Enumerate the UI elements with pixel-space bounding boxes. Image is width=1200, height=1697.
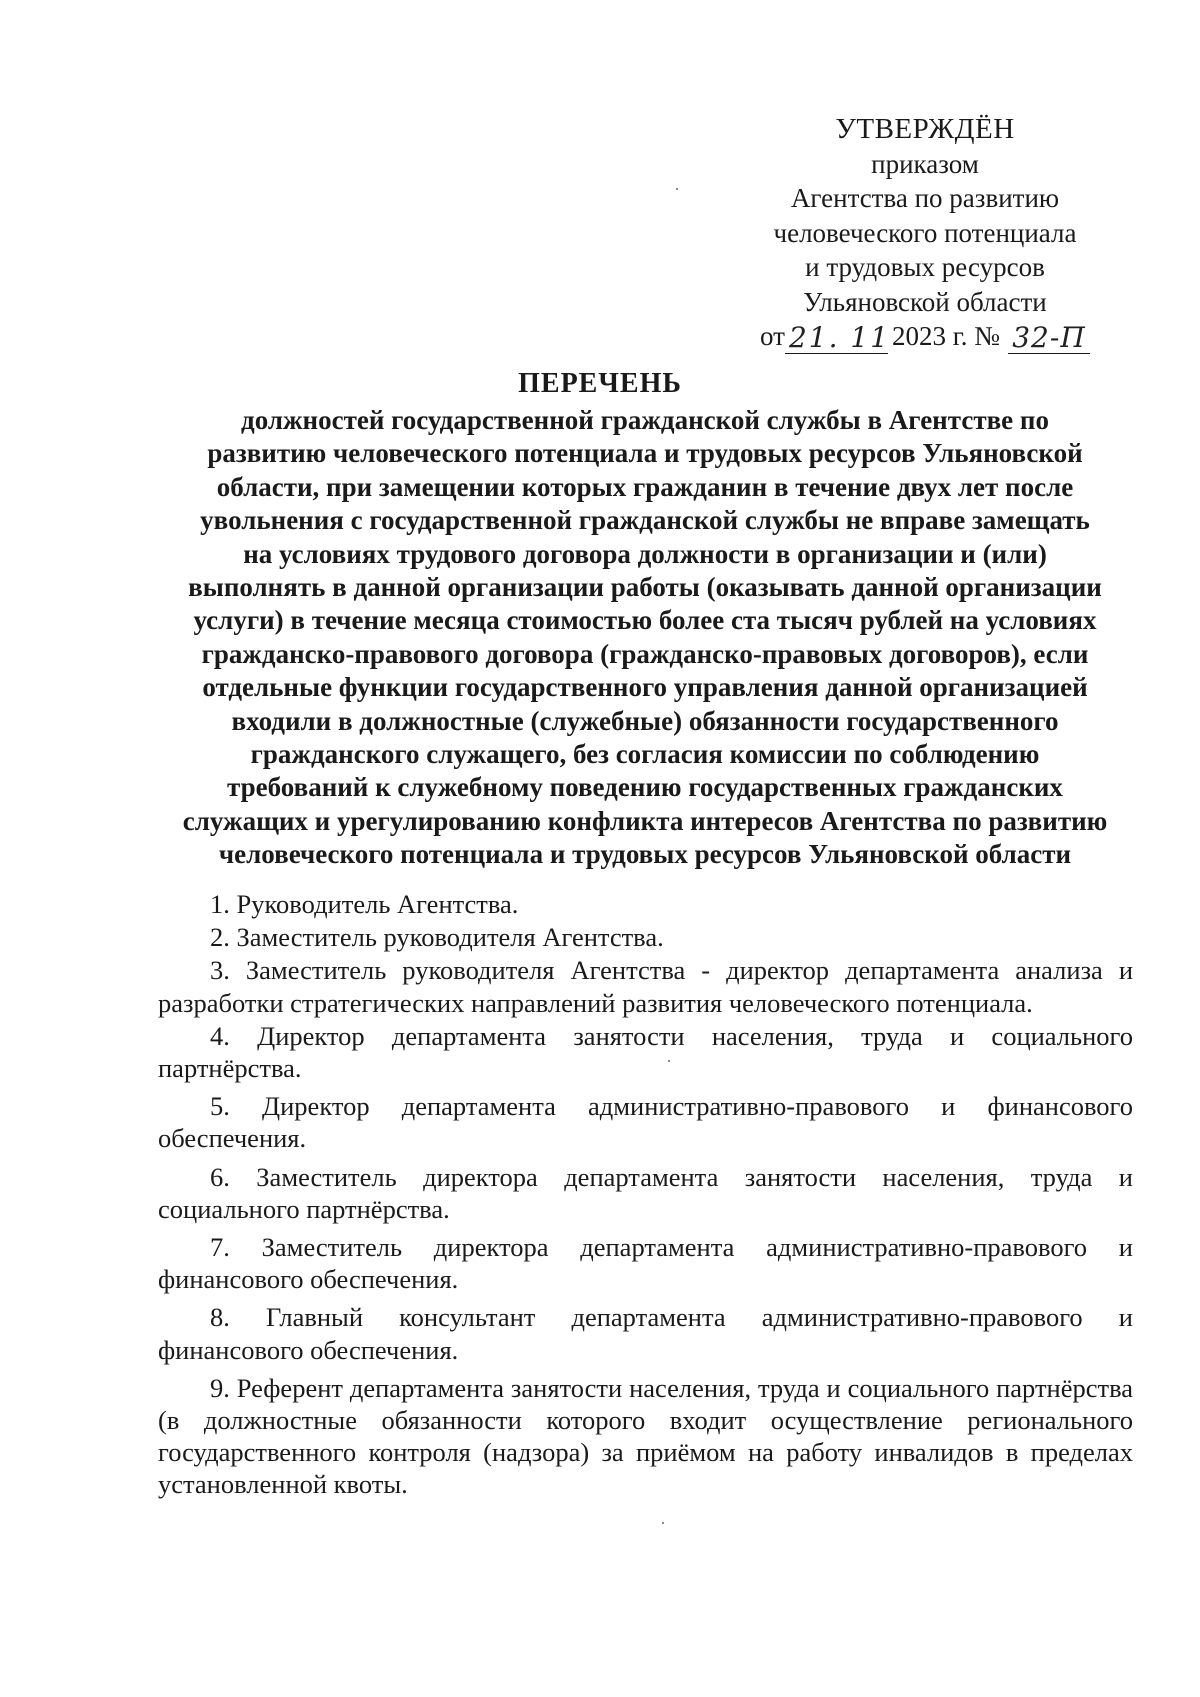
list-item: 9. Референт департамента занятости населения, труда и социального партнёрства (в должностные обязанности которого входит осуществление регионального государственного контроля (надзора) за приёмом на работу инвалидов в пределах установленной квоты. [158, 1372, 1133, 1500]
approval-line: Агентства по развитию [790, 183, 1060, 213]
document-title: ПЕРЕЧЕНЬ [518, 368, 682, 399]
subtitle-line: развитию человеческого потенциала и трудовых ресурсов Ульяновской [207, 438, 1083, 469]
subtitle-line: входили в должностные (служебные) обязанности государственного [231, 705, 1059, 736]
approval-line: и трудовых ресурсов [805, 252, 1045, 282]
subtitle-line: выполнять в данной организации работы (оказывать данной организации [188, 572, 1102, 603]
subtitle-line: гражданского служащего, без согласия комиссии по соблюдению [250, 739, 1040, 770]
list-item: 2. Заместитель руководителя Агентства. [210, 922, 664, 953]
subtitle-line: человеческого потенциала и трудовых ресурсов Ульяновской области [218, 839, 1072, 870]
list-item: 5. Директор департамента административно-правового и финансового обеспечения. [158, 1091, 1133, 1154]
subtitle-line: служащих и урегулированию конфликта интересов Агентства по развитию [182, 805, 1108, 836]
date-prefix: от [760, 321, 785, 351]
approval-stamp [760, 112, 1090, 354]
approval-line: человеческого потенциала [773, 217, 1077, 248]
scan-speck [662, 1522, 664, 1524]
subtitle-line: требований к служебному поведению государственных гражданских [227, 772, 1063, 803]
list-item: 6. Заместитель директора департамента занятости населения, труда и социального партнёрства. [158, 1161, 1133, 1224]
subtitle-line: гражданско-правового договора (гражданско-правовых договоров), если [201, 638, 1089, 669]
list-item: 8. Главный консультант департамента административно-правового и финансового обеспечения. [158, 1302, 1133, 1365]
positions-list [158, 888, 1133, 1502]
scan-speck [668, 1060, 670, 1062]
handwritten-order-number: 32-П [1008, 323, 1090, 354]
subtitle-line: должностей государственной гражданской службы в Агентстве по [241, 405, 1049, 435]
list-item: 4. Директор департамента занятости населения, труда и социального партнёрства. [158, 1020, 1133, 1084]
subtitle-line: области, при замещении которых гражданин в течение двух лет после [216, 471, 1074, 502]
approval-heading: УТВЕРЖДЁН [835, 113, 1015, 145]
order-date-row [760, 319, 1090, 354]
approval-line: приказом [871, 148, 979, 179]
subtitle-line: услуги) в течение месяца стоимостью более ста тысяч рублей на условиях [193, 605, 1097, 636]
subtitle-line: на условиях трудового договора должности в организации и (или) [243, 538, 1047, 569]
subtitle-line: увольнения с государственной гражданской службы не вправе замещать [200, 505, 1090, 536]
list-item: 1. Руководитель Агентства. [210, 889, 519, 919]
list-item: 7. Заместитель директора департамента административно-правового и финансового обеспечения. [158, 1232, 1133, 1295]
scan-speck [676, 188, 678, 190]
handwritten-date: 21. 11 [785, 323, 888, 354]
list-item: 3. Заместитель руководителя Агентства - директор департамента анализа и разработки стратегических направлений развития человеческого потенциала. [158, 955, 1133, 1018]
approval-line: Ульяновской области [803, 286, 1047, 317]
order-year-number-label: 2023 г. № [891, 321, 1000, 351]
subtitle-line: отдельные функции государственного управления данной организацией [202, 672, 1088, 703]
document-subtitle [150, 404, 1140, 872]
